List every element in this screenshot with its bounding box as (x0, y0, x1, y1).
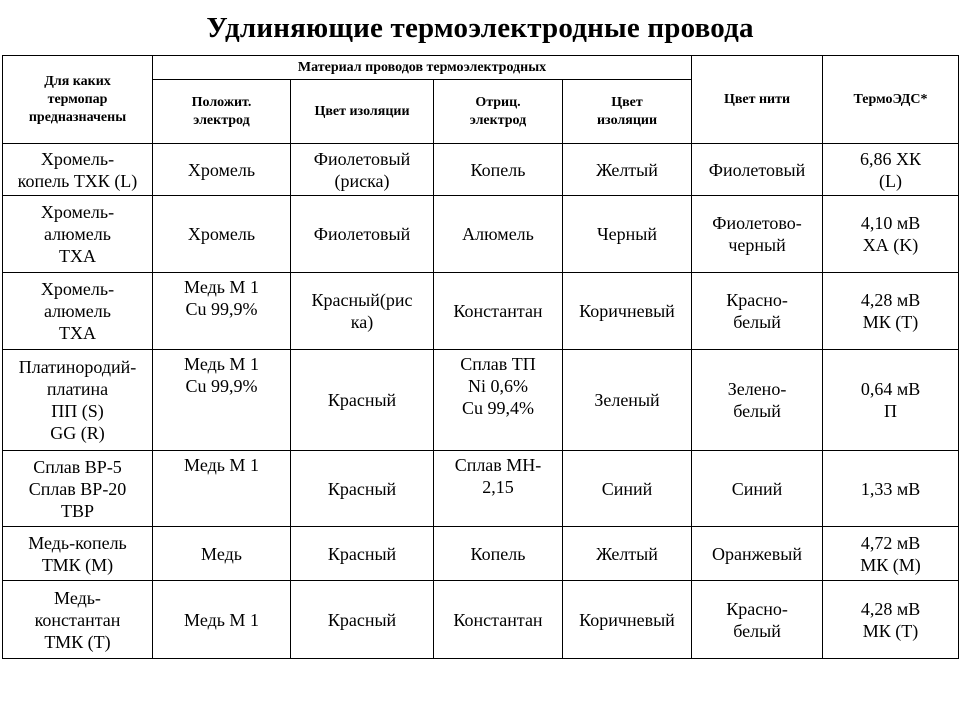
cell-emf: 4,28 мВ МК (T) (823, 273, 959, 350)
cell-pos-electrode: Медь М 1 (153, 451, 291, 527)
thermoelectrode-wires-table (2, 55, 959, 659)
cell-thread-color: Зелено- белый (692, 350, 823, 451)
cell-neg-electrode: Сплав МН- 2,15 (434, 451, 563, 527)
cell-pos-insulation: Красный (291, 581, 434, 659)
table-row (3, 196, 959, 273)
cell-neg-electrode: Константан (434, 581, 563, 659)
cell-pos-insulation: Красный (291, 350, 434, 451)
table-row (3, 527, 959, 581)
cell-thread-color: Синий (692, 451, 823, 527)
cell-neg-insulation: Желтый (563, 144, 692, 196)
cell-thread-color: Фиолетово- черный (692, 196, 823, 273)
cell-thermocouple: Медь- константан ТМК (Т) (3, 581, 153, 659)
cell-pos-insulation: Фиолетовый (риска) (291, 144, 434, 196)
cell-neg-electrode: Копель (434, 527, 563, 581)
header-neg-insulation: Цвет изоляции (563, 80, 692, 144)
cell-neg-insulation: Синий (563, 451, 692, 527)
cell-neg-electrode: Копель (434, 144, 563, 196)
cell-emf: 6,86 ХК (L) (823, 144, 959, 196)
cell-thread-color: Красно- белый (692, 581, 823, 659)
cell-neg-electrode: Сплав ТП Ni 0,6% Cu 99,4% (434, 350, 563, 451)
cell-pos-electrode: Хромель (153, 144, 291, 196)
page-title: Удлиняющие термоэлектродные провода (206, 12, 754, 44)
cell-neg-insulation: Желтый (563, 527, 692, 581)
header-purpose: Для каких термопар предназначены (3, 56, 153, 144)
header-pos-electrode: Положит. электрод (153, 80, 291, 144)
header-emf: ТермоЭДС* (823, 56, 959, 144)
cell-neg-insulation: Зеленый (563, 350, 692, 451)
cell-emf: 4,10 мВ ХА (K) (823, 196, 959, 273)
header-pos-insulation: Цвет изоляции (291, 80, 434, 144)
cell-neg-insulation: Коричневый (563, 273, 692, 350)
cell-neg-insulation: Коричневый (563, 581, 692, 659)
cell-thermocouple: Хромель- алюмель ТХА (3, 273, 153, 350)
cell-neg-electrode: Константан (434, 273, 563, 350)
cell-pos-electrode: Медь М 1 Cu 99,9% (153, 273, 291, 350)
cell-emf: 4,28 мВ МК (T) (823, 581, 959, 659)
table-row (3, 350, 959, 451)
cell-thread-color: Оранжевый (692, 527, 823, 581)
cell-emf: 4,72 мВ МК (М) (823, 527, 959, 581)
cell-thermocouple: Хромель- алюмель ТХА (3, 196, 153, 273)
header-thread-color: Цвет нити (692, 56, 823, 144)
cell-thermocouple: Сплав ВР-5 Сплав ВР-20 ТВР (3, 451, 153, 527)
cell-pos-electrode: Медь (153, 527, 291, 581)
cell-thread-color: Фиолетовый (692, 144, 823, 196)
cell-thermocouple: Медь-копель ТМК (М) (3, 527, 153, 581)
header-neg-electrode: Отриц. электрод (434, 80, 563, 144)
cell-pos-insulation: Красный(рис ка) (291, 273, 434, 350)
cell-pos-insulation: Красный (291, 451, 434, 527)
cell-pos-electrode: Медь М 1 (153, 581, 291, 659)
header-material-group: Материал проводов термоэлектродных (153, 56, 692, 80)
cell-emf: 0,64 мВ П (823, 350, 959, 451)
table-row (3, 273, 959, 350)
cell-thermocouple: Платинородий- платина ПП (S) GG (R) (3, 350, 153, 451)
cell-pos-electrode: Медь М 1 Cu 99,9% (153, 350, 291, 451)
table-row (3, 581, 959, 659)
cell-pos-insulation: Фиолетовый (291, 196, 434, 273)
cell-thermocouple: Хромель- копель ТХК (L) (3, 144, 153, 196)
cell-thread-color: Красно- белый (692, 273, 823, 350)
cell-emf: 1,33 мВ (823, 451, 959, 527)
cell-neg-electrode: Алюмель (434, 196, 563, 273)
cell-pos-insulation: Красный (291, 527, 434, 581)
cell-neg-insulation: Черный (563, 196, 692, 273)
table-row (3, 451, 959, 527)
cell-pos-electrode: Хромель (153, 196, 291, 273)
table-row (3, 144, 959, 196)
